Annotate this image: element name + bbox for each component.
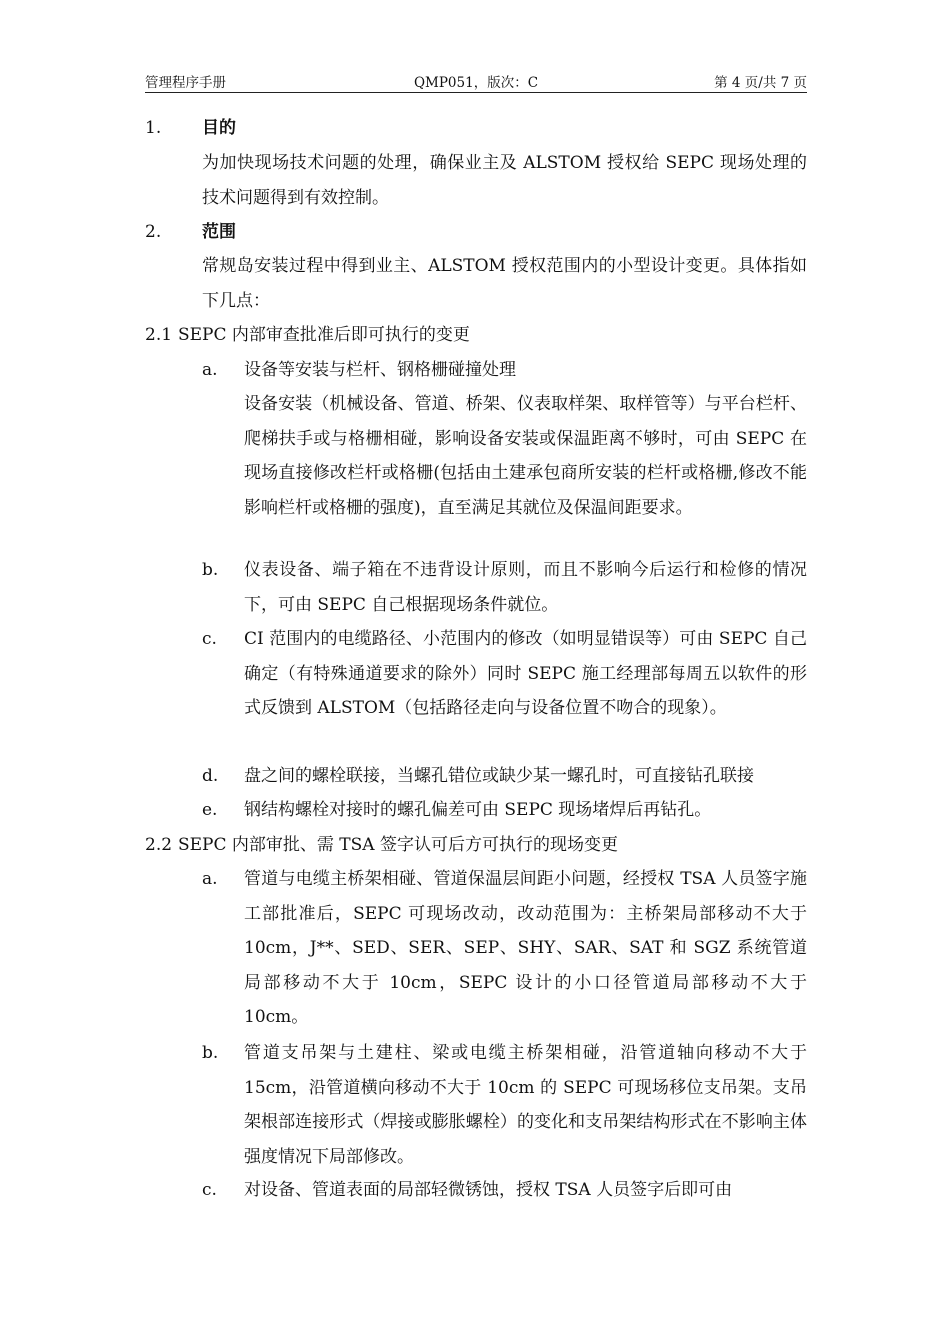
section-2-title: 范围 [202, 222, 236, 242]
section-2-body: 常规岛安装过程中得到业主、ALSTOM 授权范围内的小型设计变更。具体指如下几点： [202, 256, 807, 311]
item-2-1-a-text: 设备安装（机械设备、管道、桥架、仪表取样架、取样管等）与平台栏杆、爬梯扶手或与格栅相碰，影响设备安装或保温距离不够时，可由 SEPC 在现场直接修改栏杆或格栅(包括由土建承包商所安装的栏杆或格栅,修改不能影响栏杆或格栅的强度)，直至满足其就位及保温间距要求。 [244, 394, 807, 518]
header-manual-name: 管理程序手册 [145, 75, 226, 91]
item-2-1-d-text: 盘之间的螺栓联接，当螺孔错位或缺少某一螺孔时，可直接钻孔联接 [244, 766, 754, 786]
item-2-1-a-title: 设备等安装与栏杆、钢格栅碰撞处理 [244, 360, 516, 380]
item-2-1-c-text: CI 范围内的电缆路径、小范围内的修改（如明显错误等）可由 SEPC 自己确定（有特殊通道要求的除外）同时 SEPC 施工经理部每周五以软件的形式反馈到 ALSTOM（包括路径走向与设备位置不吻合的现象）。 [244, 629, 807, 719]
header-page-number: 第 4 页/共 7 页 [714, 75, 807, 91]
section-2-2-title: SEPC 内部审批、需 TSA 签字认可后方可执行的现场变更 [178, 835, 618, 855]
item-2-2-b-label: b. [202, 1043, 219, 1063]
section-1-number: 1. [145, 118, 162, 138]
item-2-2-c-label: c. [202, 1180, 217, 1200]
header-document-code: QMP051，版次：C [413, 75, 539, 91]
item-2-1-c-label: c. [202, 629, 217, 649]
section-2-1-number: 2.1 [145, 325, 173, 345]
item-2-1-d-label: d. [202, 766, 219, 786]
section-2-1-title: SEPC 内部审查批准后即可执行的变更 [178, 325, 470, 345]
section-2-2-number: 2.2 [145, 835, 173, 855]
section-1-body: 为加快现场技术问题的处理，确保业主及 ALSTOM 授权给 SEPC 现场处理的技术问题得到有效控制。 [202, 153, 807, 208]
item-2-1-b-text: 仪表设备、端子箱在不违背设计原则，而且不影响今后运行和检修的情况下，可由 SEPC 自己根据现场条件就位。 [244, 560, 807, 615]
page-header [145, 68, 807, 93]
item-2-2-b-text: 管道支吊架与土建柱、梁或电缆主桥架相碰，沿管道轴向移动不大于 15cm，沿管道横向移动不大于 10cm 的 SEPC 可现场移位支吊架。支吊架根部连接形式（焊接或膨胀螺栓）的变化和支吊架结构形式在不影响主体强度情况下局部修改。 [244, 1043, 807, 1167]
item-2-1-a-label: a. [202, 360, 218, 380]
item-2-1-e-text: 钢结构螺栓对接时的螺孔偏差可由 SEPC 现场堵焊后再钻孔。 [244, 800, 712, 820]
item-2-1-e-label: e. [202, 800, 218, 820]
item-2-2-a-text: 管道与电缆主桥架相碰、管道保温层间距小问题，经授权 TSA 人员签字施工部批准后，SEPC 可现场改动，改动范围为：主桥架局部移动不大于 10cm，J**、SED、SER、SEP、SHY、SAR、SAT 和 SGZ 系统管道局部移动不大于 10cm，SEPC 设计的小口径管道局部移动不大于 10cm。 [244, 869, 807, 1028]
item-2-2-c-text: 对设备、管道表面的局部轻微锈蚀，授权 TSA 人员签字后即可由 [244, 1180, 733, 1200]
item-2-2-a-label: a. [202, 869, 218, 889]
section-1-title: 目的 [202, 118, 236, 138]
item-2-1-b-label: b. [202, 560, 219, 580]
section-2-number: 2. [145, 222, 162, 242]
